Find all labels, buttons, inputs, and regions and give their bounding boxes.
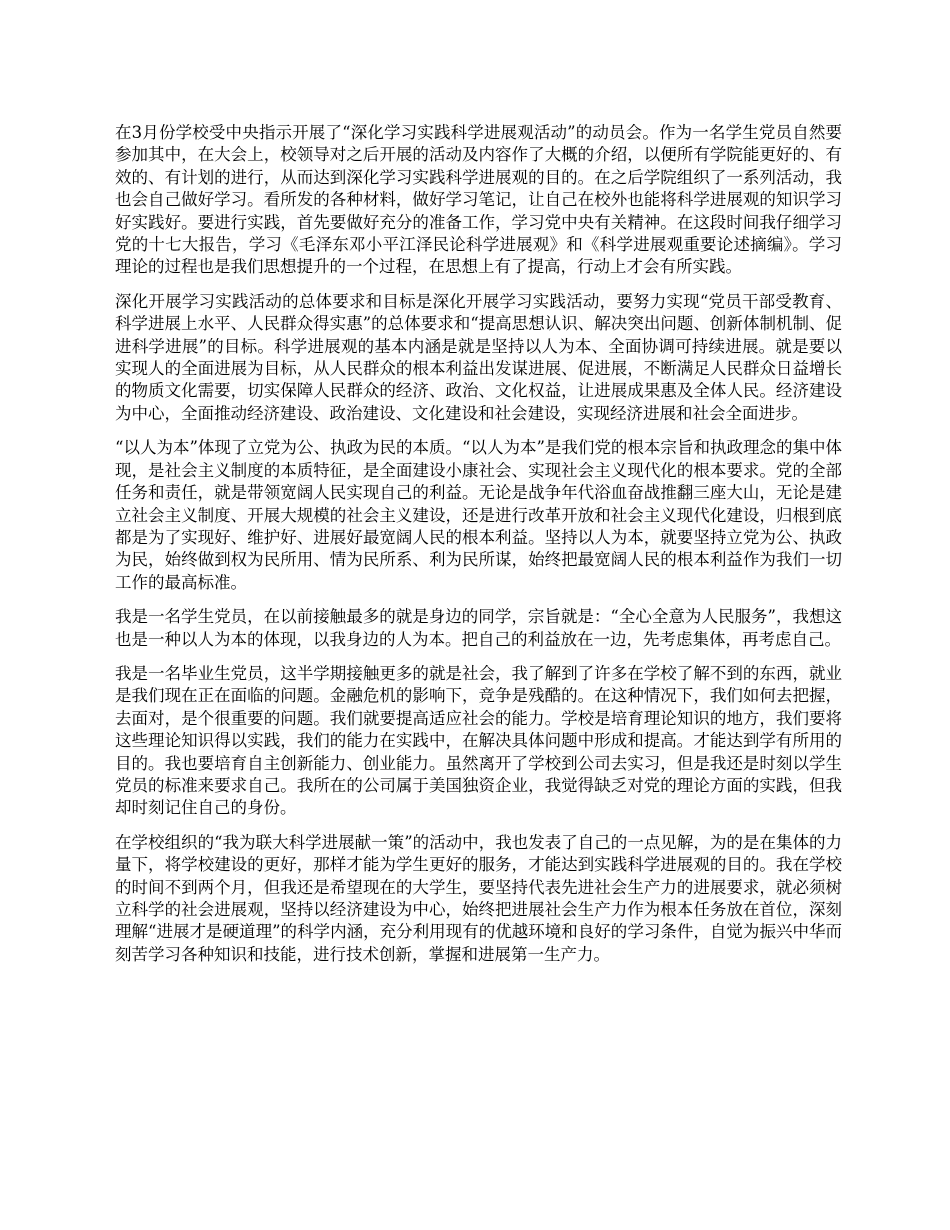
paragraph-5: 我是一名毕业生党员，这半学期接触更多的就是社会，我了解到了许多在学校了解不到的东西，就业是我们现在正在面临的问题。金融危机的影响下，竞争是残酷的。在这种情况下，我们如何去把握，去面对，是个很重要的问题。我们就要提高适应社会的能力。学校是培育理论知识的地方，我们要将这些理论知识得以实践，我们的能力在实践中，在解决具体问题中形成和提高。才能达到学有所用的目的。我也要培育自主创新能力、创业能力。虽然离开了学校到公司去实习，但是我还是时刻以学生党员的标准来要求自己。我所在的公司属于美国独资企业，我觉得缺乏对党的理论方面的实践，但我却时刻记住自己的身份。 bbox=[115, 663, 842, 818]
paragraph-1: 在3月份学校受中央指示开展了“深化学习实践科学进展观活动”的动员会。作为一名学生党员自然要参加其中，在大会上，校领导对之后开展的活动及内容作了大概的介绍，以便所有学院能更好的、有效的、有计划的进行，从而达到深化学习实践科学进展观的目的。在之后学院组织了一系列活动，我也会自己做好学习。看所发的各种材料，做好学习笔记，让自己在校外也能将科学进展观的知识学习好实践好。要进行实践，首先要做好充分的准备工作，学习党中央有关精神。在这段时间我仔细学习党的十七大报告，学习《毛泽东邓小平江泽民论科学进展观》和《科学进展观重要论述摘编》。学习理论的过程也是我们思想提升的一个过程，在思想上有了提高，行动上才会有所实践。 bbox=[115, 123, 842, 277]
paragraph-3: “以人为本”体现了立党为公、执政为民的本质。“以人为本”是我们党的根本宗旨和执政理念的集中体现，是社会主义制度的本质特征，是全面建设小康社会、实现社会主义现代化的根本要求。党的全部任务和责任，就是带领宽阔人民实现自己的利益。无论是战争年代浴血奋战推翻三座大山，无论是建立社会主义制度、开展大规模的社会主义建设，还是进行改革开放和社会主义现代化建设，归根到底都是为了实现好、维护好、进展好最宽阔人民的根本利益。坚持以人为本，就要坚持立党为公、执政为民，始终做到权为民所用、情为民所系、利为民所谋，始终把最宽阔人民的根本利益作为我们一切工作的最高标准。 bbox=[115, 438, 842, 592]
paragraph-2: 深化开展学习实践活动的总体要求和目标是深化开展学习实践活动，要努力实现“党员干部受教育、科学进展上水平、人民群众得实惠”的总体要求和“提高思想认识、解决突出问题、创新体制机制、促进科学进展”的目标。科学进展观的基本内涵是就是坚持以人为本、全面协调可持续进展。就是要以实现人的全面进展为目标，从人民群众的根本利益出发谋进展、促进展，不断满足人民群众日益增长的物质文化需要，切实保障人民群众的经济、政治、文化权益，让进展成果惠及全体人民。经济建设为中心，全面推动经济建设、政治建设、文化建设和社会建设，实现经济进展和社会全面进步。 bbox=[115, 291, 842, 423]
paragraph-6: 在学校组织的“我为联大科学进展献一策”的活动中，我也发表了自己的一点见解，为的是在集体的力量下，将学校建设的更好，那样才能为学生更好的服务，才能达到实践科学进展观的目的。我在学校的时间不到两个月，但我还是希望现在的大学生，要坚持代表先进社会生产力的进展要求，就必须树立科学的社会进展观，坚持以经济建设为中心，始终把进展社会生产力作为根本任务放在首位，深刻理解“进展才是硬道理”的科学内涵，充分利用现有的优越环境和良好的学习条件，自觉为振兴中华而刻苦学习各种知识和技能，进行技术创新，掌握和进展第一生产力。 bbox=[115, 832, 842, 964]
document-body bbox=[115, 122, 842, 978]
paragraph-4: 我是一名学生党员，在以前接触最多的就是身边的同学，宗旨就是：“全心全意为人民服务”，我想这也是一种以人为本的体现，以我身边的人为本。把自己的利益放在一边，先考虑集体，再考虑自己。 bbox=[115, 607, 842, 649]
